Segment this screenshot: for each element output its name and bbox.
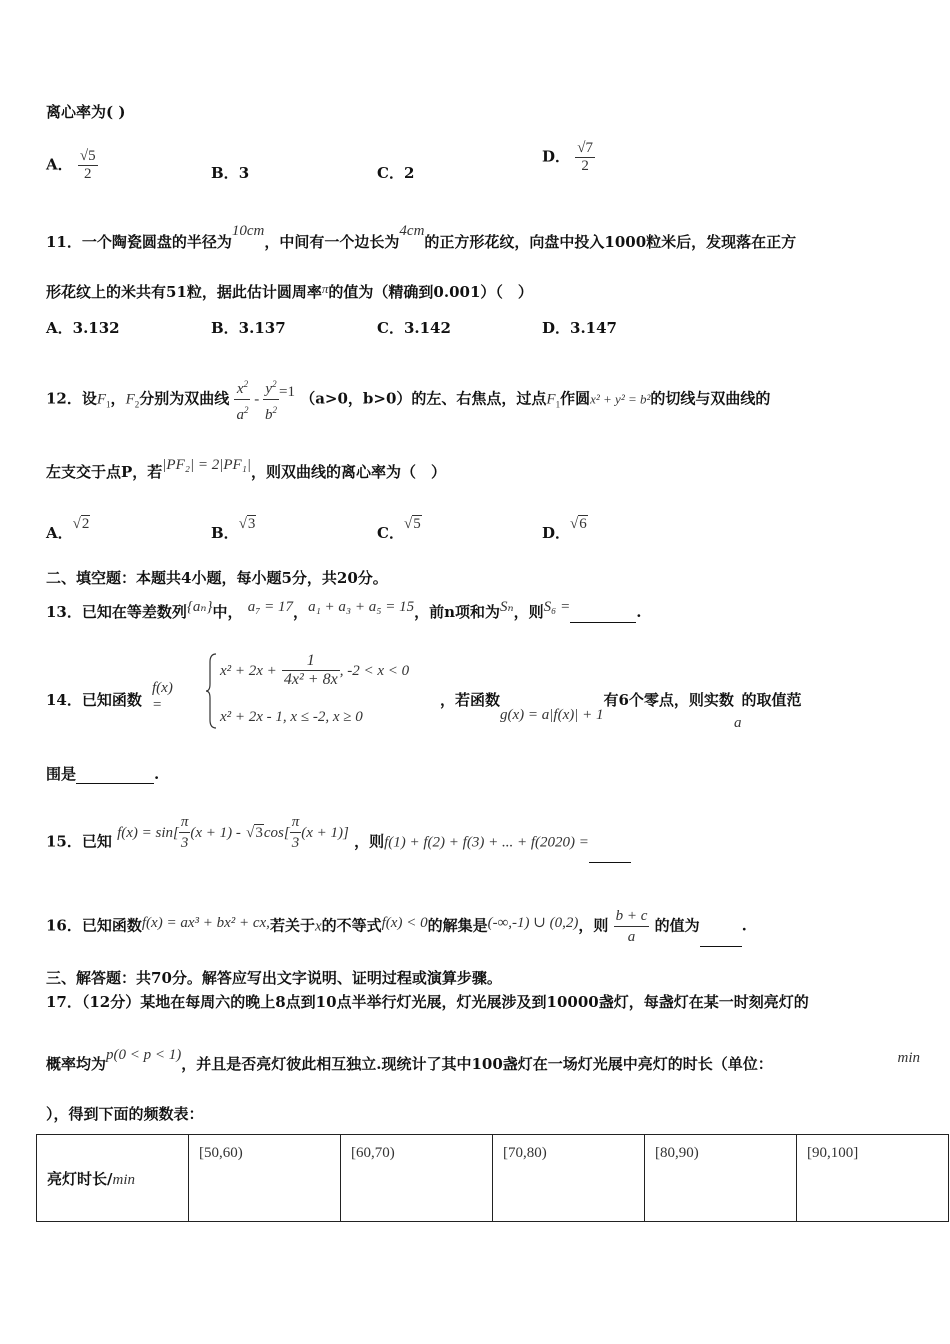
- q16-answer-blank[interactable]: [700, 930, 742, 947]
- q14-condition: ，若函数g(x) = a|f(x)| + 1有6个零点，则实数a的取值范: [440, 691, 802, 731]
- q12-option-c: C．√5: [377, 516, 421, 542]
- table-header-cell: 亮灯时长/min: [37, 1135, 189, 1222]
- q10-option-b: B．3: [211, 164, 250, 182]
- q13-answer-blank[interactable]: [570, 606, 636, 623]
- q12-option-b: B．√3: [211, 516, 256, 542]
- section-3-heading: 三、解答题：共70分。解答应写出文字说明、证明过程或演算步骤。: [46, 969, 502, 987]
- q16: 16．已知函数f(x) = ax³ + bx² + cx,若关于x的不等式f(x) < 0的解集是(-∞,-1) ∪ (0,2)，则 $\frac{b + c}{a}$ 的值为 .: [46, 908, 747, 945]
- brace-icon: [206, 652, 218, 730]
- q12-option-d: D．√6: [542, 516, 587, 542]
- q14-answer-blank[interactable]: [76, 767, 154, 784]
- table-cell: [60,70): [341, 1135, 493, 1222]
- table-row: [37, 1135, 949, 1222]
- q10-option-c: C．2: [377, 164, 415, 182]
- table-cell: [50,60): [189, 1135, 341, 1222]
- q17-line3: ），得到下面的频数表：: [46, 1105, 204, 1123]
- q10-option-d: D． $\frac{√7}{2}$: [542, 140, 593, 174]
- q12-option-a: A．√2: [46, 516, 90, 542]
- q11-line2: 形花纹上的米共有51粒，据此估计圆周率π的值为（精确到0.001）（ ）: [46, 281, 533, 301]
- table-cell: [70,80): [493, 1135, 645, 1222]
- q14-line2: 围是 .: [46, 765, 160, 783]
- q11-option-a: A．3.132: [46, 319, 120, 337]
- q11-option-b: B．3.137: [211, 319, 286, 337]
- q12-line2: 左支交于点P，若|PF₂| = 2|PF₁|，则双曲线的离心率为（ ）: [46, 457, 446, 481]
- q14-prefix: 14．已知函数: [46, 691, 142, 709]
- frequency-table: [36, 1134, 949, 1222]
- q17-line1: 17．（12分）某地在每周六的晚上8点到10点半举行灯光展，灯光展涉及到10000盏灯，每盏灯在某一时刻亮灯的: [46, 993, 809, 1011]
- q13: 13．已知在等差数列{aₙ}中， a₇ = 17，a₁ + a₃ + a₅ = 15，前n项和为Sₙ，则S₆ = .: [46, 599, 642, 621]
- q15: 15．已知 f(x) = sin[ $\frac{\pi}{3}$ (x + 1) - √3cos[ $\frac{\pi}{3}$ (x + 1)] ，则f(1) + f(2) + f(3) + ... + f(2020) =: [46, 822, 910, 863]
- q11-option-d: D．3.147: [542, 319, 617, 337]
- q10-option-a: A． $\frac{√5}{2}$: [46, 148, 96, 182]
- table-cell: [80,90): [645, 1135, 797, 1222]
- q10-tail: 离心率为( ): [46, 103, 126, 121]
- exam-page: 离心率为( ) A． $\frac{√5}{2}$ B．3 C．2 D． $\frac{√7}{2}$ 11．一个陶瓷圆盘的半径为10cm，中间有一个边长为4cm的正方形花纹，向盘中投入1000粒米后，发现落在正方 形花纹上的米共有51粒，据此估计圆周率π的值为（精确到0.001）（ ） A．3.132 B．3.137 C．3.142 D．3.147 12．设$F_1$，$F_2$分别为双曲线 $\frac{x^2}{a^2}$ - $\frac{y^2}{b^2}$ =1 （a>0，b>0）的左、右焦点，过点$F_1$作圆x² + y² = b²的切线与双曲线的 左支交于点P，若|PF₂| = 2|PF₁|，则双曲线的离心率为（ ） A．√2 B．√3 C．√5 D．√6 二、填空题：本题共4小题，每小题5分，共20分。 13．已知在等差数列{aₙ}中， a₇ = 17，a₁ + a₃ + a₅ = 15，前n项和为Sₙ，则S₆ = . 14．已知函数 f(x) = x² + 2x + $\frac{1}{\text{4x² + 8x}}$ , -2 < x < 0 x² + 2x - 1, x ≤ -2, x ≥ 0 ，若函数g(x) = a|f(x)| + 1有6个零点，则实数a的取值范 围是 . 15．已知 f(x) = sin[ $\frac{\pi}{3}$ (x + 1) - √3cos[ $\frac{\pi}{3}$ (x + 1)] ，则f(1) + f(2) + f(3) + ... + f(2020) = 16．已知函数f(x) = ax³ + bx² + cx,若关于x的不等式f(x) < 0的解集是(-∞,-1) ∪ (0,2)，则 $\frac{b + c}{a}$ 的值为 . 三、解答题：共70分。解答应写出文字说明、证明过程或演算步骤。 17．（12分）某地在每周六的晚上8点到10点半举行灯光展，灯光展涉及到10000盏灯，每盏灯在某一时刻亮灯的 概率均为p(0 < p < 1)，并且是否亮灯彼此相互独立.现统计了其中100盏灯在一场灯光展中亮灯的时长（单位： min ），得到下面的频数表： 亮灯时长/min [50,60) [60,70) [70,80) [80,90) [90,100]: [0, 0, 950, 1344]
- q15-answer-blank[interactable]: [589, 846, 631, 863]
- q11-line1: 11．一个陶瓷圆盘的半径为10cm，中间有一个边长为4cm的正方形花纹，向盘中投入1000粒米后，发现落在正方: [46, 223, 797, 251]
- q12-line1: 12．设$F_1$，$F_2$分别为双曲线 $\frac{x^2}{a^2}$ - $\frac{y^2}{b^2}$ =1 （a>0，b>0）的左、右焦点，过点$F_1$作圆x² + y² = b²的切线与双曲线的: [46, 379, 771, 423]
- section-2-heading: 二、填空题：本题共4小题，每小题5分，共20分。: [46, 569, 388, 587]
- table-cell: [90,100]: [797, 1135, 949, 1222]
- q17-line2: 概率均为p(0 < p < 1)，并且是否亮灯彼此相互独立.现统计了其中100盏灯在一场灯光展中亮灯的时长（单位： min: [46, 1047, 920, 1073]
- q11-option-c: C．3.142: [377, 319, 451, 337]
